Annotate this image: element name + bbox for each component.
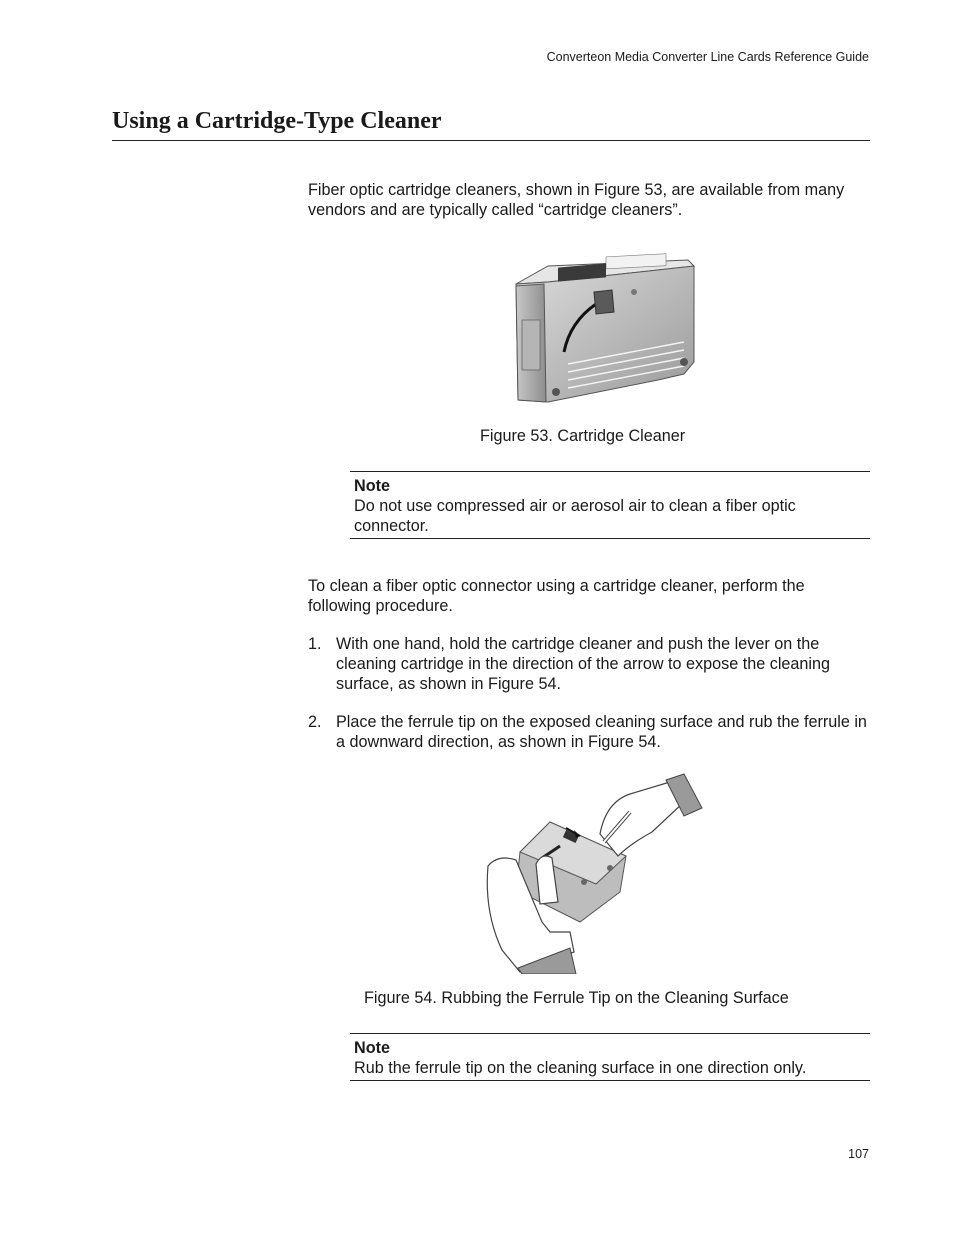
note-2-heading: Note (354, 1039, 390, 1057)
note-1-heading: Note (354, 477, 390, 495)
cartridge-cleaner-figure (508, 252, 698, 410)
step-1-text: With one hand, hold the cartridge cleaner and push the lever on the cleaning cartridge in the direction of the arrow to expose the cleaning surface, as shown in Figure 54. (336, 635, 831, 693)
note-2-text: Rub the ferrule tip on the cleaning surface in one direction only. (354, 1059, 807, 1077)
step-2-number: 2. (308, 713, 322, 731)
figure-54-caption: Figure 54. Rubbing the Ferrule Tip on the Cleaning Surface (364, 989, 789, 1007)
section-title: Using a Cartridge-Type Cleaner (112, 108, 442, 134)
intro-paragraph: Fiber optic cartridge cleaners, shown in Figure 53, are available from many vendors and are typically called “cartridge cleaners”. (308, 181, 845, 219)
procedure-intro: To clean a fiber optic connector using a cartridge cleaner, perform the following procedure. (308, 577, 805, 615)
step-2-text: Place the ferrule tip on the exposed cleaning surface and rub the ferrule in a downward direction, as shown in Figure 54. (336, 713, 867, 751)
cartridge-cleaner-illustration (508, 252, 698, 410)
step-1-number: 1. (308, 635, 322, 653)
figure-53-caption: Figure 53. Cartridge Cleaner (480, 427, 686, 445)
page-number: 107 (848, 1147, 869, 1161)
procedure-step-1 (308, 634, 868, 694)
note-box-1 (350, 471, 870, 539)
ferrule-rubbing-illustration (480, 772, 705, 974)
title-rule (112, 140, 870, 141)
procedure-step-2 (308, 712, 868, 752)
note-1-text: Do not use compressed air or aerosol air to clean a fiber optic connector. (354, 497, 796, 535)
note-box-2 (350, 1033, 870, 1081)
ferrule-rubbing-figure (480, 772, 705, 974)
running-header: Converteon Media Converter Line Cards Reference Guide (546, 50, 869, 64)
